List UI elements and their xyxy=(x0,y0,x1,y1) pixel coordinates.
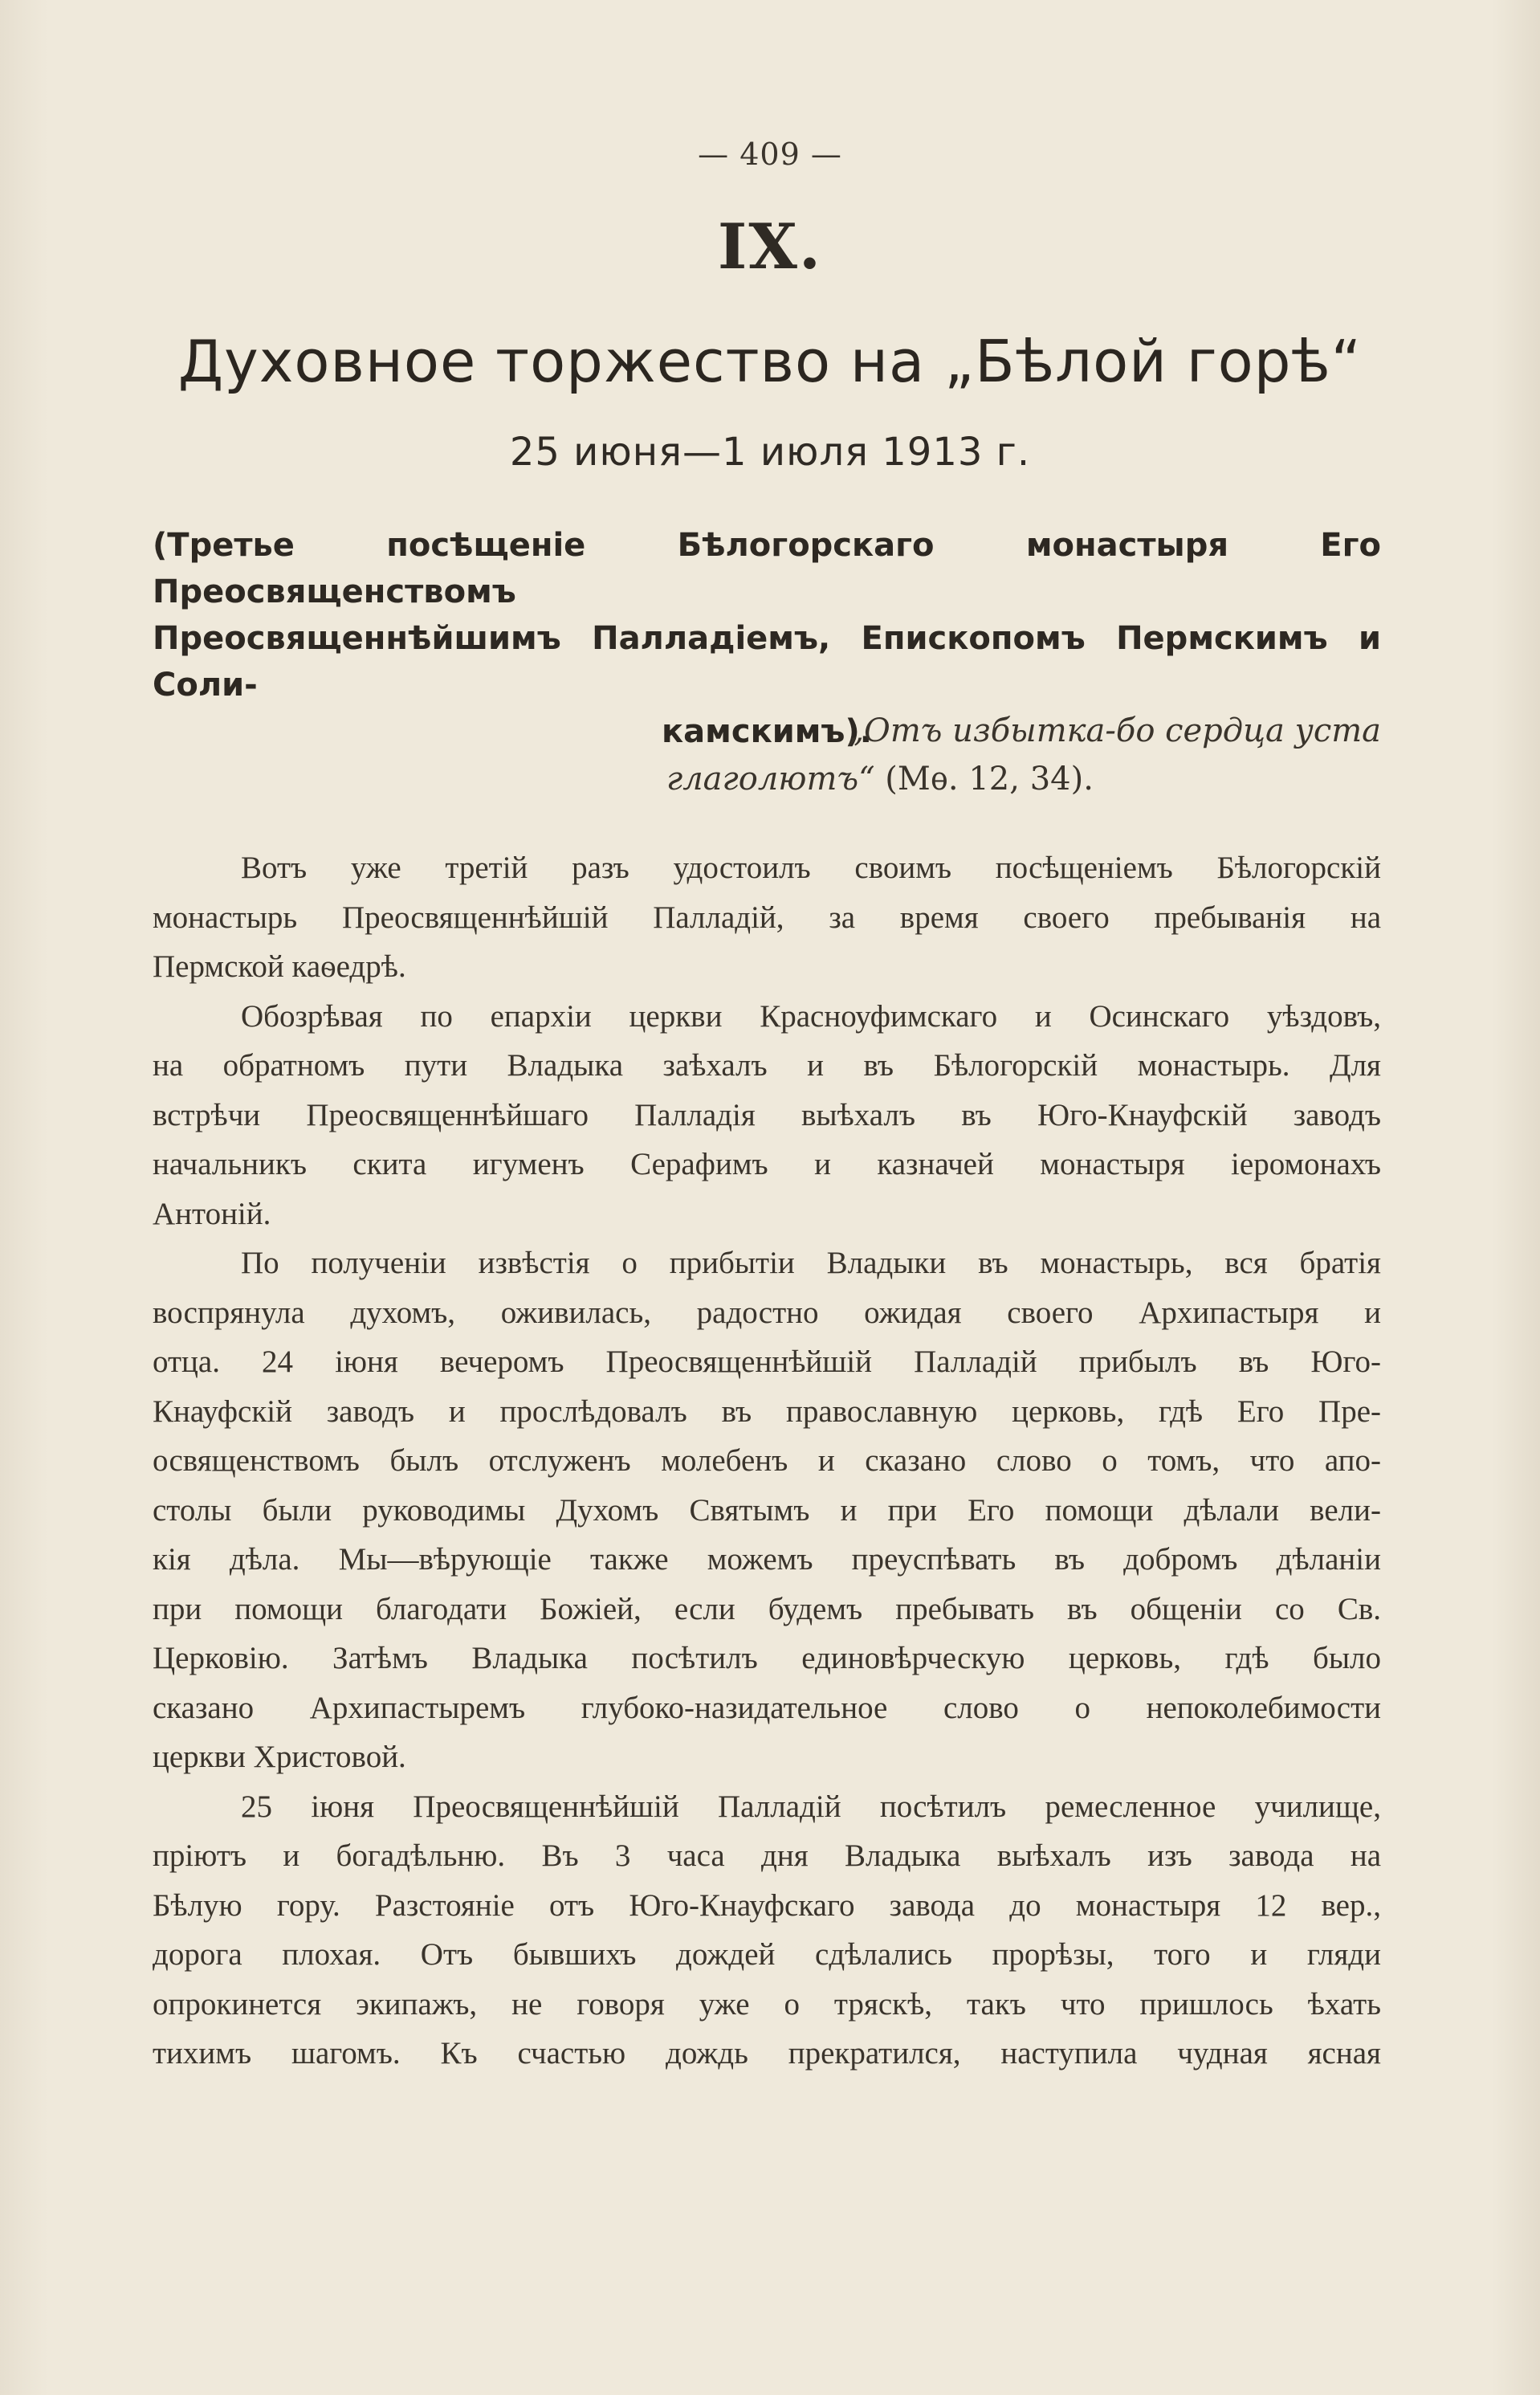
article-title: Духовное торжество на „Бѣлой горѣ“ xyxy=(177,328,1363,395)
text-line: Церковію. Затѣмъ Владыка посѣтилъ единовѣрческую церковь, гдѣ было xyxy=(153,1641,1381,1675)
subtitle-line: камскимъ). xyxy=(662,713,872,750)
paragraph xyxy=(153,1782,1381,2079)
chapter-numeral: IX. xyxy=(717,210,823,284)
epigraph-line xyxy=(642,755,1381,803)
text-line: Антоній. xyxy=(153,1196,271,1231)
text-line: церкви Христовой. xyxy=(153,1740,406,1774)
text-line: Кнауфскій заводъ и прослѣдовалъ въ православную церковь, гдѣ Его Пре- xyxy=(153,1393,1381,1429)
text-line: опрокинется экипажъ, не говоря уже о тряскѣ, такъ что пришлось ѣхать xyxy=(153,1986,1381,2022)
text-line: тихимъ шагомъ. Къ счастью дождь прекратился, наступила чудная ясная xyxy=(153,2036,1381,2071)
text-line: По полученіи извѣстія о прибытіи Владыки въ монастырь, вся братія xyxy=(241,1246,1381,1280)
text-line: воспрянула духомъ, оживилась, радостно ожидая своего Архипастыря и xyxy=(153,1295,1381,1330)
text-line: кія дѣла. Мы—вѣрующіе также можемъ преуспѣвать въ добромъ дѣланіи xyxy=(153,1542,1381,1577)
text-line: Вотъ уже третій разъ удостоилъ своимъ посѣщеніемъ Бѣлогорскій xyxy=(241,851,1381,885)
subtitle-line: Преосвященнѣйшимъ Палладіемъ, Епископомъ Пермскимъ и Соли- xyxy=(153,620,1381,704)
epigraph xyxy=(642,707,1381,803)
epigraph-reference: (Мѳ. 12, 34). xyxy=(874,761,1094,798)
article-dates: 25 июня—1 июля 1913 г. xyxy=(509,430,1031,475)
text-line: Бѣлую гору. Разстояніе отъ Юго-Кнауфскаго завода до монастыря 12 вер., xyxy=(153,1887,1381,1923)
paragraph xyxy=(153,992,1381,1239)
text-line: пріютъ и богадѣльню. Въ 3 часа дня Владыка выѣхалъ изъ завода на xyxy=(153,1838,1381,1873)
text-line: сказано Архипастыремъ глубоко-назидательное слово о непоколебимости xyxy=(153,1690,1381,1725)
text-line: 25 іюня Преосвященнѣйшій Палладій посѣтилъ ремесленное училище, xyxy=(241,1789,1381,1824)
subtitle-line: (Третье посѣщеніе Бѣлогорскаго монастыря Его Преосвященствомъ xyxy=(153,527,1381,610)
text-line: освященствомъ былъ отслуженъ молебенъ и сказано слово о томъ, что апо- xyxy=(153,1443,1381,1478)
body-text xyxy=(153,843,1381,2079)
text-line: столы были руководимы Духомъ Святымъ и при Его помощи дѣлали вели- xyxy=(153,1492,1381,1528)
text-line: при помощи благодати Божіей, если будемъ пребывать въ общеніи со Св. xyxy=(153,1591,1381,1626)
page-number: — 409 — xyxy=(698,137,842,172)
text-line: Пермской каѳедрѣ. xyxy=(153,949,406,984)
text-line: на обратномъ пути Владыка заѣхалъ и въ Бѣлогорскій монастырь. Для xyxy=(153,1048,1381,1083)
text-line: монастырь Преосвященнѣйшій Палладій, за время своего пребыванія на xyxy=(153,900,1381,935)
paragraph xyxy=(153,843,1381,992)
text-line: встрѣчи Преосвященнѣйшаго Палладія выѣхалъ въ Юго-Кнауфскій заводъ xyxy=(153,1097,1381,1132)
text-line: отца. 24 іюня вечеромъ Преосвященнѣйшій Палладій прибылъ въ Юго- xyxy=(153,1344,1381,1379)
text-line: дорога плохая. Отъ бывшихъ дождей сдѣлались прорѣзы, того и гляди xyxy=(153,1937,1381,1972)
epigraph-quote-line: „Отъ избытка-бо сердца уста xyxy=(847,712,1381,749)
text-line: начальникъ скита игуменъ Серафимъ и казначей монастыря іеромонахъ xyxy=(153,1147,1381,1181)
epigraph-quote-end: глаголютъ“ xyxy=(666,761,875,798)
text-line: Обозрѣвая по епархіи церкви Красноуфимскаго и Осинскаго уѣздовъ, xyxy=(241,998,1381,1034)
paragraph xyxy=(153,1238,1381,1782)
